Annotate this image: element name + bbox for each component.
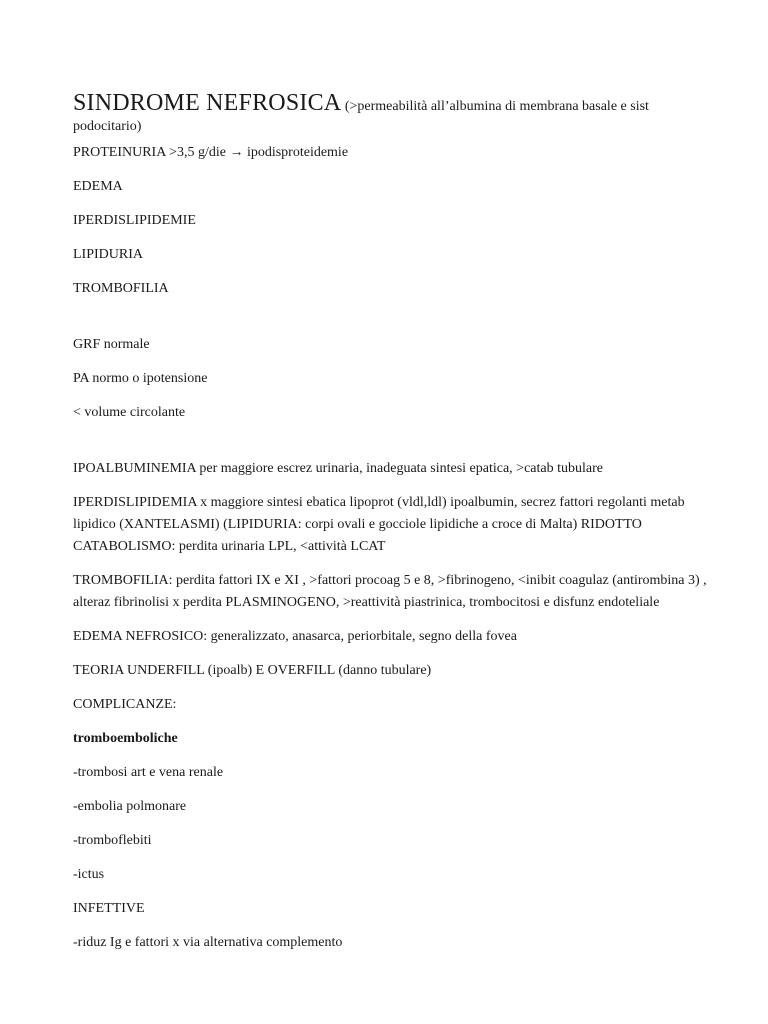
paragraph-edema-nefrosico: EDEMA NEFROSICO: generalizzato, anasarca, periorbitale, segno della fovea — [73, 628, 517, 644]
list-item: -riduz Ig e fattori x via alternativa complemento — [73, 934, 343, 950]
paragraph-iperdislipidemie: IPERDISLIPIDEMIE — [73, 212, 196, 228]
document-page — [73, 88, 713, 966]
document-title — [73, 88, 713, 136]
heading-infettive: INFETTIVE — [73, 900, 145, 916]
paragraph-volume: < volume circolante — [73, 404, 186, 420]
paragraph-proteinuria: PROTEINURIA >3,5 g/die → ipodisproteidemie — [73, 144, 349, 160]
paragraph-teoria: TEORIA UNDERFILL (ipoalb) E OVERFILL (danno tubulare) — [73, 662, 432, 678]
paragraph-trombofilia: TROMBOFILIA — [73, 280, 169, 296]
paragraph-ipoalbuminemia: IPOALBUMINEMIA per maggiore escrez urinaria, inadeguata sintesi epatica, >catab tubulare — [73, 460, 603, 476]
list-item: -trombosi art e vena renale — [73, 764, 224, 780]
paragraph-lipiduria: LIPIDURIA — [73, 246, 143, 262]
spacer — [73, 436, 713, 458]
heading-tromboemboliche: tromboemboliche — [73, 730, 178, 746]
title-subtitle: (>permeabilità all’albumina di membrana basale e sist podocitario) — [73, 99, 649, 134]
list-item: -embolia polmonare — [73, 798, 187, 814]
paragraph-edema: EDEMA — [73, 178, 123, 194]
list-item: -tromboflebiti — [73, 832, 152, 848]
paragraph-grf: GRF normale — [73, 336, 150, 352]
title-main: SINDROME NEFROSICA — [73, 90, 342, 116]
paragraph-pa: PA normo o ipotensione — [73, 370, 208, 386]
paragraph-trombofilia-detail: TROMBOFILIA: perdita fattori IX e XI , >fattori procoag 5 e 8, >fibrinogeno, <inibit coagulaz (antirombina 3) , alteraz fibrinolisi x perdita PLASMINOGENO, >reattività piastrinica, trombocitosi e disfunz endoteliale — [73, 572, 707, 610]
paragraph-complicanze: COMPLICANZE: — [73, 696, 177, 712]
paragraph-iperdislipidemia-detail: IPERDISLIPIDEMIA x maggiore sintesi ebatica lipoprot (vldl,ldl) ipoalbumin, secrez fattori regolanti metab lipidico (XANTELASMI) (LIPIDURIA: corpi ovali e gocciole lipidiche a croce di Malta) RIDOTTO CATABOLISMO: perdita urinaria LPL, <attività LCAT — [73, 494, 685, 554]
spacer — [73, 312, 713, 334]
list-item: -ictus — [73, 866, 105, 882]
